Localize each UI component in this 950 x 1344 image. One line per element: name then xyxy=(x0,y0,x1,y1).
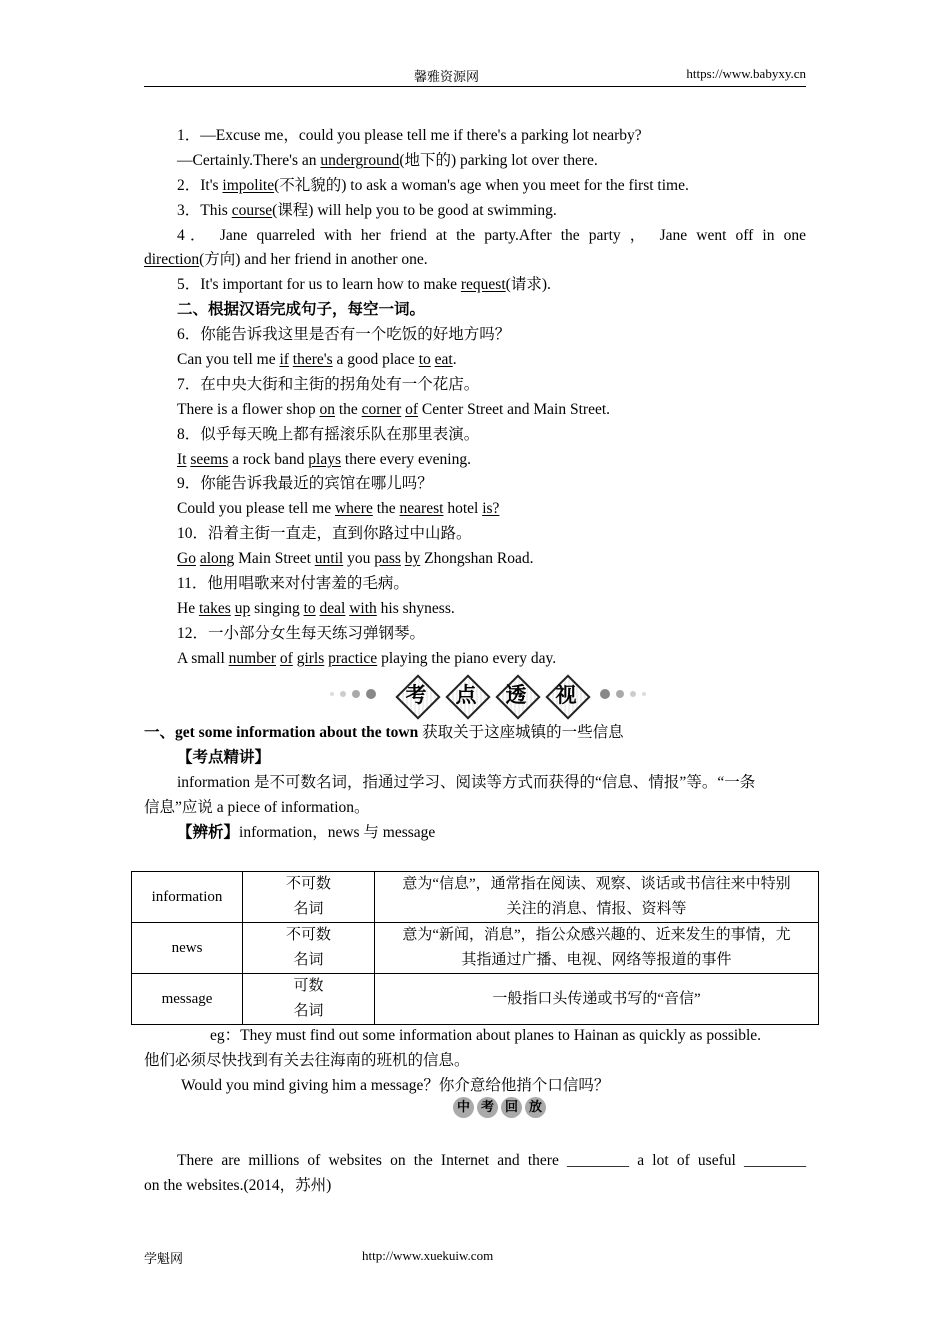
key-point-section xyxy=(144,721,806,845)
example-1-translation: 他们必须尽快找到有关去往海南的班机的信息。 xyxy=(144,1051,470,1069)
exercise-line-15: 9．你能告诉我最近的宾馆在哪儿吗？ xyxy=(177,475,433,493)
exercise-line-6: direction(方向) and her friend in another one. xyxy=(144,251,428,269)
header-url[interactable]: https://www.babyxy.cn xyxy=(686,66,806,81)
banner-char-4: 视 xyxy=(546,675,586,715)
banner-char-3: 透 xyxy=(496,675,536,715)
example-1: eg：They must find out some information about planes to Hainan as quickly as possible. xyxy=(210,1027,762,1044)
exercise-line-9: 6．你能告诉我这里是否有一个吃饭的好地方吗？ xyxy=(177,326,511,344)
table-word: information xyxy=(132,872,243,923)
exercise-line-10: Can you tell me if there's a good place to eat. xyxy=(177,351,457,369)
table-row xyxy=(132,923,819,974)
answer-blank: course xyxy=(231,201,273,219)
answer-blank: underground xyxy=(320,151,400,169)
table-word: message xyxy=(132,974,243,1025)
question-line-2: on the websites.(2014，苏州) xyxy=(144,1176,332,1194)
section-two-heading: 二、根据汉语完成句子，每空一词。 xyxy=(177,301,426,319)
table-type: 不可数 名词 xyxy=(243,923,375,974)
point-heading-jingjiang: 【考点精讲】 xyxy=(177,748,271,766)
banner-char-1: 考 xyxy=(396,675,436,715)
footer-url[interactable]: http://www.xuekuiw.com xyxy=(362,1248,494,1263)
table-row xyxy=(132,974,819,1025)
exercise-line-22: A small number of girls practice playing the piano every day. xyxy=(177,649,557,667)
exercise-line-12: There is a flower shop on the corner of Center Street and Main Street. xyxy=(177,400,611,418)
example-2: Would you mind giving him a message？你介意给他捎个口信吗？ xyxy=(181,1076,610,1094)
table-type: 不可数 名词 xyxy=(243,872,375,923)
point-title: 一、get some information about the town 获取关于这座城镇的一些信息 xyxy=(144,724,624,741)
exercise-line-4: 3．This course(课程) will help you to be good at swimming. xyxy=(177,201,557,219)
exercise-line-20: He takes up singing to deal with his shyness. xyxy=(177,599,455,617)
comparison-table xyxy=(131,871,819,1025)
zhongkao-review-badge: 中 考 回 放 xyxy=(453,1097,546,1118)
exercise-line-7: 5．It's important for us to learn how to make request(请求). xyxy=(177,276,551,294)
header-site-name: 馨雅资源网 xyxy=(414,69,480,84)
review-question xyxy=(144,1149,806,1199)
table-type: 可数 名词 xyxy=(243,974,375,1025)
exercise-line-2: —Certainly.There's an underground(地下的) parking lot over there. xyxy=(177,151,598,169)
page-header xyxy=(144,66,806,87)
exercise-line-16: Could you please tell me where the nearest hotel is? xyxy=(177,500,500,518)
exercise-line-3: 2．It's impolite(不礼貌的) to ask a woman's age when you meet for the first time. xyxy=(177,176,689,194)
banner-dots-right xyxy=(600,689,646,699)
exercise-line-14: It seems a rock band plays there every evening. xyxy=(177,450,471,468)
kaodian-banner xyxy=(328,673,662,717)
exercise-line-21: 12．一小部分女生每天练习弹钢琴。 xyxy=(177,624,426,642)
exercise-line-5: 4． Jane quarreled with her friend at the party.After the party ， Jane went off in one xyxy=(177,226,806,244)
table-desc: 一般指口头传递或书写的“音信” xyxy=(375,974,819,1025)
point-paragraph-2: 信息”应说 a piece of information。 xyxy=(144,798,370,816)
table-desc: 意为“新闻，消息”，指公众感兴趣的、近来发生的事情，尤 其指通过广播、电视、网络等报道的事件 xyxy=(375,923,819,974)
exercise-line-19: 11．他用唱歌来对付害羞的毛病。 xyxy=(177,575,409,593)
answer-blank: request xyxy=(460,276,506,294)
point-paragraph-1: information 是不可数名词，指通过学习、阅读等方式而获得的“信息、情报”等。“一条 xyxy=(177,773,756,791)
exercise-line-18: Go along Main Street until you pass by Zhongshan Road. xyxy=(177,550,534,568)
question-line-1: There are millions of websites on the Internet and there ________ a lot of useful ________ xyxy=(177,1152,806,1169)
table-word: news xyxy=(132,923,243,974)
exercise-line-11: 7．在中央大街和主街的拐角处有一个花店。 xyxy=(177,375,480,393)
exercise-section xyxy=(144,124,806,672)
answer-blank: direction xyxy=(144,251,200,269)
table-row xyxy=(132,872,819,923)
banner-char-2: 点 xyxy=(446,675,486,715)
exercise-line-13: 8．似乎每天晚上都有摇滚乐队在那里表演。 xyxy=(177,425,480,443)
banner-dots-left xyxy=(330,689,376,699)
table-desc: 意为“信息”，通常指在阅读、观察、谈话或书信往来中特别 关注的消息、情报、资料等 xyxy=(375,872,819,923)
point-bianxi: 【辨析】information，news 与 message xyxy=(177,823,436,841)
examples-section xyxy=(144,1024,806,1099)
footer-site-name: 学魁网 xyxy=(144,1251,184,1266)
answer-blank: impolite xyxy=(222,176,275,194)
exercise-line-17: 10．沿着主街一直走，直到你路过中山路。 xyxy=(177,525,472,543)
exercise-line-1: 1．—Excuse me，could you please tell me if there's a parking lot nearby? xyxy=(177,127,642,144)
